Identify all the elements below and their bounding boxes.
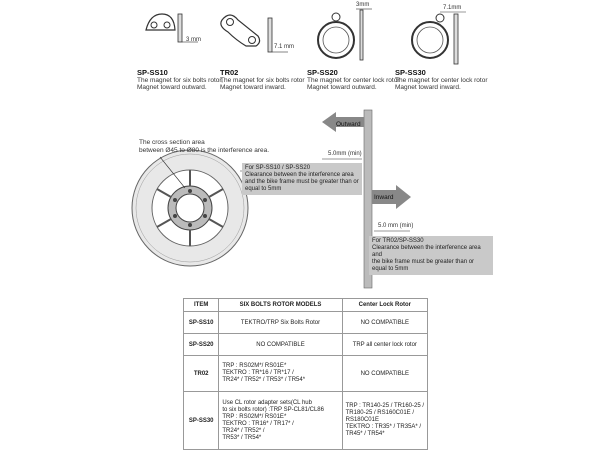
cell-line: TR53* / TR54* — [222, 434, 262, 441]
row-six — [219, 392, 342, 450]
sp-ss30-desc-2: Magnet toward inward. — [395, 84, 461, 91]
note2-line-1: For TR02/SP-SS30 — [372, 238, 424, 244]
tr02-dim: 7.1 mm — [274, 44, 295, 50]
note1-line-2: Clearance between the interference area — [245, 172, 354, 178]
sp-ss20-dim: 3mm — [356, 2, 370, 8]
cell-line: TRP : TR140-25 / TR160-25 / — [345, 403, 424, 409]
cell-line: TR24* / TR52* / — [222, 427, 265, 434]
rotor-clearance-diagram — [0, 100, 610, 290]
sp-ss30-dim: 7.1mm — [443, 5, 462, 11]
clearance-inward: 5.0 mm (min) — [378, 223, 414, 229]
sp-ss20-title: SP-SS20 — [307, 68, 338, 77]
sp-ss30-title: SP-SS30 — [395, 68, 426, 77]
cell-line: TR45* / TR54* — [345, 431, 385, 437]
header-item: ITEM — [184, 299, 219, 312]
sp-ss30-desc-1: The magnet for center lock rotor — [395, 77, 488, 84]
table-header-row — [184, 299, 428, 312]
header-center-lock: Center Lock Rotor — [342, 299, 427, 312]
cell-line: TRP : RS02M*/ RS01E* — [222, 363, 287, 369]
note2-line-2: Clearance between the interference area and — [372, 245, 481, 258]
cell-line: TEKTRO : TR35* / TR35A* / — [345, 424, 422, 430]
note1-line-3: and the bike frame must be greater than or — [245, 179, 359, 185]
note1-line-1: For SP-SS10 / SP-SS20 — [245, 165, 311, 171]
clearance-note-inward — [369, 236, 493, 275]
sp-ss20-magnet-drawing — [318, 9, 372, 60]
cell-line: Use CL rotor adapter sets(CL hub — [222, 399, 312, 406]
clearance-note-outward — [242, 163, 362, 195]
sp-ss10-dim: 3 mm — [186, 37, 201, 43]
outward-label: Outward — [336, 121, 361, 128]
row-center: NO COMPATIBLE — [342, 356, 427, 392]
sp-ss30-magnet-drawing — [412, 12, 466, 64]
note2-line-4: equal to 5mm — [372, 266, 409, 272]
cell-line: RS180C01E — [345, 417, 379, 423]
inward-label: Inward — [374, 194, 394, 201]
product-illustrations — [0, 0, 610, 100]
brake-rotor-drawing — [132, 150, 248, 266]
cell-line: to six bolts rotor) :TRP SP-CL81/CL86 — [222, 406, 324, 413]
note1-line-4: equal to 5mm — [245, 186, 282, 192]
cell-line: TRP : RS02M*/ RS01E* — [222, 413, 287, 420]
compatibility-table — [183, 298, 428, 450]
row-six — [219, 356, 342, 392]
note2-line-3: the bike frame must be greater than or — [372, 259, 475, 265]
table-row — [184, 334, 428, 356]
cross-section-note-1: The cross section area — [139, 139, 205, 146]
cross-section-note-2: between Ø45 to Ø80 is the interference area. — [139, 147, 270, 154]
sp-ss20-desc-2: Magnet toward outward. — [307, 84, 377, 91]
row-center — [342, 392, 427, 450]
row-center: NO COMPATIBLE — [342, 312, 427, 334]
cell-line: TR24* / TR52* / TR53* / TR54* — [222, 377, 306, 383]
header-six-bolts: SIX BOLTS ROTOR MODELS — [219, 299, 342, 312]
row-six: TEKTRO/TRP Six Bolts Rotor — [219, 312, 342, 334]
tr02-desc-2: Magnet toward inward. — [220, 84, 286, 91]
row-item: SP-SS30 — [184, 392, 219, 450]
table-row — [184, 392, 428, 450]
table-row — [184, 356, 428, 392]
row-item: SP-SS20 — [184, 334, 219, 356]
sp-ss10-desc-2: Magnet toward outward. — [137, 84, 207, 91]
sp-ss20-desc-1: The magnet for center lock rotor — [307, 77, 400, 84]
clearance-outward: 5.0mm (min) — [328, 151, 362, 157]
cell-line: TEKTRO : TR*16 / TR*17 / — [222, 370, 294, 376]
cell-line: TR180-25 / RS160C01E / — [345, 410, 414, 416]
row-center: TRP all center lock rotor — [342, 334, 427, 356]
table-row — [184, 312, 428, 334]
cell-line: TEKTRO : TR16* / TR17* / — [222, 420, 294, 427]
sp-ss10-desc-1: The magnet for six bolts rotor, — [137, 77, 223, 84]
tr02-title: TR02 — [220, 68, 239, 77]
row-item: TR02 — [184, 356, 219, 392]
row-item: SP-SS10 — [184, 312, 219, 334]
tr02-desc-1: The magnet for six bolts rotor — [220, 77, 305, 84]
row-six: NO COMPATIBLE — [219, 334, 342, 356]
sp-ss10-title: SP-SS10 — [137, 68, 168, 77]
